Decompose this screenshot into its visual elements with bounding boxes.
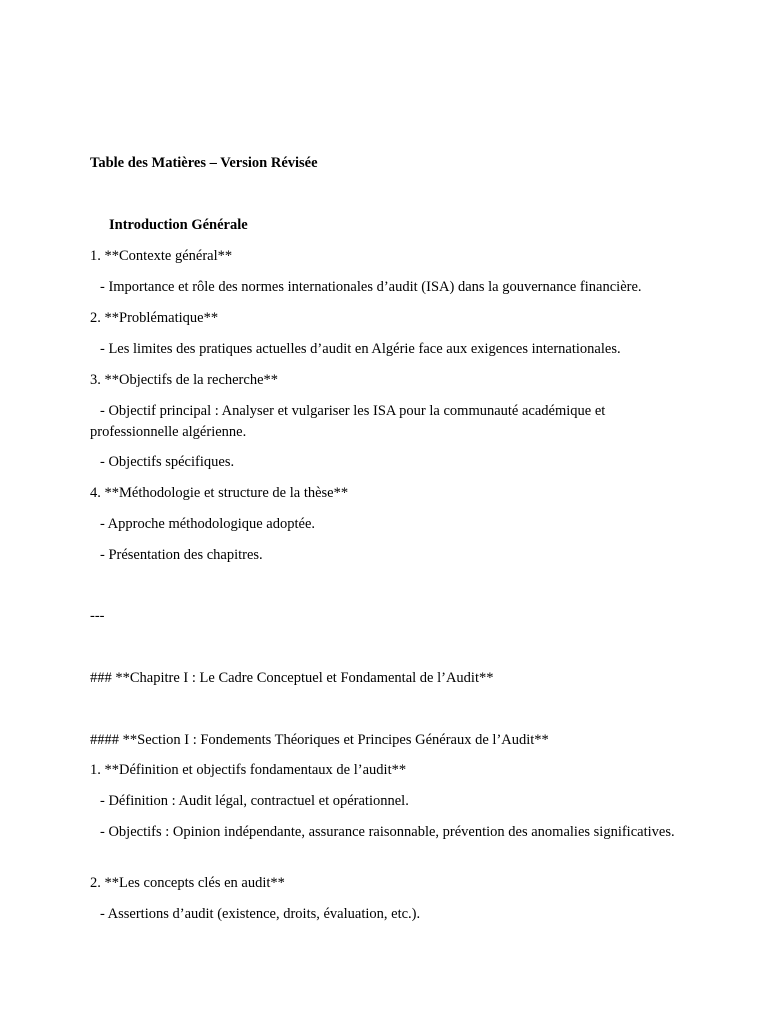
list-item: - Approche méthodologique adoptée.	[100, 516, 316, 532]
list-item: - Les limites des pratiques actuelles d’audit en Algérie face aux exigences internationales.	[100, 341, 621, 357]
section-heading: #### **Section I : Fondements Théoriques et Principes Généraux de l’Audit**	[90, 732, 549, 748]
intro-heading: Introduction Générale	[109, 217, 248, 233]
list-item: - Importance et rôle des normes internationales d’audit (ISA) dans la gouvernance financière.	[100, 279, 642, 295]
list-item: - Objectifs : Opinion indépendante, assurance raisonnable, prévention des anomalies significatives.	[100, 824, 675, 840]
list-item: 1. **Contexte général**	[90, 248, 233, 264]
list-item: - Définition : Audit légal, contractuel et opérationnel.	[100, 793, 409, 809]
list-item: - Objectif principal : Analyser et vulgariser les ISA pour la communauté académique et professionnelle algérienne.	[90, 403, 606, 440]
list-item: 2. **Problématique**	[90, 310, 219, 326]
list-item: 3. **Objectifs de la recherche**	[90, 372, 279, 388]
list-item: 1. **Définition et objectifs fondamentaux de l’audit**	[90, 762, 407, 778]
chapter-heading: ### **Chapitre I : Le Cadre Conceptuel et Fondamental de l’Audit**	[90, 670, 494, 686]
list-item: - Assertions d’audit (existence, droits, évaluation, etc.).	[100, 906, 421, 922]
list-item: - Présentation des chapitres.	[100, 547, 263, 563]
separator-line: ---	[90, 608, 105, 624]
list-item: - Objectifs spécifiques.	[100, 454, 235, 470]
list-item: 2. **Les concepts clés en audit**	[90, 875, 285, 891]
list-item: 4. **Méthodologie et structure de la thèse**	[90, 485, 349, 501]
document-title: Table des Matières – Version Révisée	[90, 155, 318, 171]
